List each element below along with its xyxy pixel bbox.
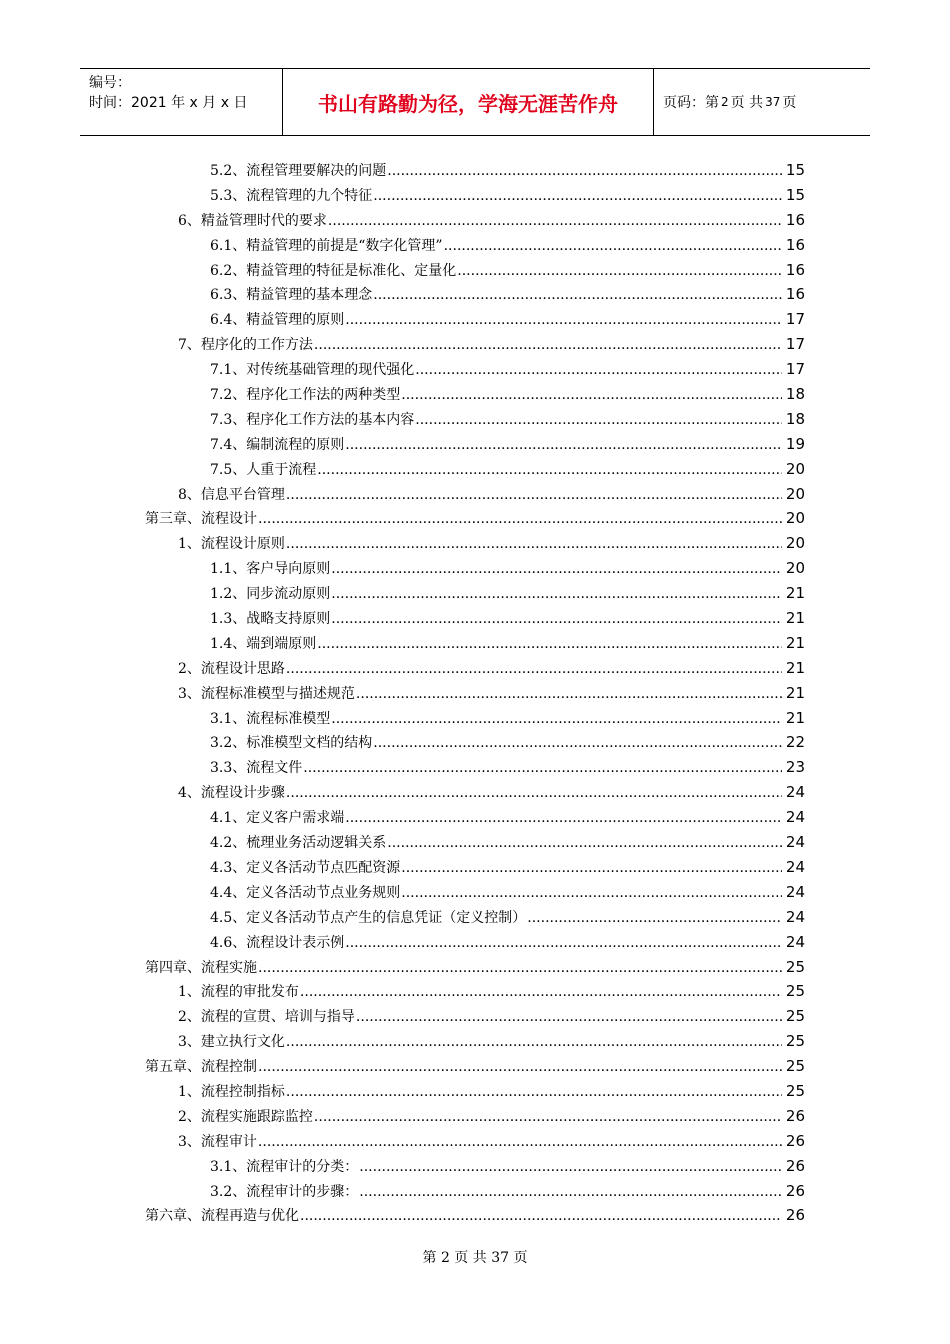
toc-entry[interactable] (145, 158, 805, 183)
toc-entry-label: 1、流程设计原则 (178, 536, 285, 553)
toc-dot-leader (286, 1030, 782, 1055)
toc-dot-leader (300, 980, 782, 1005)
toc-entry-page: 24 (785, 833, 805, 852)
toc-entry-page: 17 (785, 335, 805, 354)
toc-entry-page: 21 (785, 658, 805, 677)
toc-entry[interactable] (145, 681, 805, 706)
toc-entry[interactable] (145, 183, 805, 208)
toc-entry[interactable] (145, 656, 805, 681)
toc-entry-label: 第六章、流程再造与优化 (145, 1208, 299, 1225)
toc-entry-page: 15 (785, 185, 805, 204)
doc-number-label: 编号： (89, 75, 131, 91)
toc-entry-page: 16 (785, 285, 805, 304)
page-suffix: 页 (782, 95, 797, 111)
toc-dot-leader (415, 358, 782, 383)
toc-entry[interactable] (145, 531, 805, 556)
toc-entry[interactable] (145, 407, 805, 432)
toc-entry-label: 7、程序化的工作方法 (178, 337, 313, 354)
toc-entry-page: 21 (785, 633, 805, 652)
toc-entry[interactable] (145, 233, 805, 258)
toc-entry-page: 25 (785, 982, 805, 1001)
toc-entry-label: 1.1、客户导向原则 (210, 561, 331, 578)
toc-entry-label: 4.1、定义客户需求端 (210, 810, 345, 827)
toc-entry[interactable] (145, 1004, 805, 1029)
toc-entry-label: 3.2、流程审计的步骤： (210, 1183, 359, 1200)
toc-entry[interactable] (145, 208, 805, 233)
toc-dot-leader (415, 408, 782, 433)
toc-entry-label: 5.3、流程管理的九个特征 (210, 187, 373, 204)
toc-entry-page: 23 (785, 758, 805, 777)
toc-entry-label: 2、流程的宣贯、培训与指导 (178, 1009, 355, 1026)
toc-entry-label: 3.2、标准模型文档的结构 (210, 735, 373, 752)
toc-entry[interactable] (145, 432, 805, 457)
toc-entry-label: 4.5、定义各活动节点产生的信息凭证（定义控制） (210, 909, 527, 926)
toc-entry-label: 4.3、定义各活动节点匹配资源 (210, 859, 401, 876)
toc-entry-page: 26 (785, 1131, 805, 1150)
toc-entry[interactable] (145, 1079, 805, 1104)
toc-dot-leader (258, 1130, 782, 1155)
toc-entry-label: 3、流程标准模型与描述规范 (178, 685, 355, 702)
toc-entry-page: 25 (785, 1007, 805, 1026)
toc-dot-leader (387, 159, 782, 184)
toc-entry-label: 1.3、战略支持原则 (210, 611, 331, 628)
toc-dot-leader (258, 507, 782, 532)
toc-entry[interactable] (145, 955, 805, 980)
toc-entry-label: 1.4、端到端原则 (210, 635, 317, 652)
toc-entry-label: 1、流程控制指标 (178, 1083, 285, 1100)
toc-entry-label: 2、流程实施跟踪监控 (178, 1108, 313, 1125)
toc-dot-leader (303, 756, 782, 781)
toc-entry-page: 20 (785, 509, 805, 528)
toc-entry-page: 21 (785, 708, 805, 727)
toc-entry-page: 16 (785, 210, 805, 229)
page-current: 2 (721, 95, 729, 109)
toc-entry-page: 16 (785, 260, 805, 279)
toc-entry[interactable] (145, 1054, 805, 1079)
toc-dot-leader (331, 582, 782, 607)
toc-dot-leader (359, 1180, 782, 1205)
toc-entry[interactable] (145, 482, 805, 507)
toc-entry[interactable] (145, 880, 805, 905)
toc-dot-leader (359, 1155, 782, 1180)
toc-entry-page: 24 (785, 808, 805, 827)
toc-dot-leader (258, 1055, 782, 1080)
header-page-info (654, 69, 870, 135)
toc-entry[interactable] (145, 905, 805, 930)
toc-entry-label: 4.2、梳理业务活动逻辑关系 (210, 835, 387, 852)
toc-dot-leader (373, 184, 782, 209)
toc-entry-page: 17 (785, 310, 805, 329)
toc-entry-label: 6.1、精益管理的前提是“数字化管理” (210, 237, 443, 254)
toc-entry[interactable] (145, 556, 805, 581)
toc-entry[interactable] (145, 282, 805, 307)
toc-dot-leader (314, 1105, 782, 1130)
table-of-contents (145, 158, 805, 1228)
toc-entry-label: 3.1、流程标准模型 (210, 710, 331, 727)
toc-entry[interactable] (145, 258, 805, 283)
toc-entry[interactable] (145, 1129, 805, 1154)
toc-dot-leader (387, 831, 782, 856)
toc-entry-page: 26 (785, 1106, 805, 1125)
toc-entry[interactable] (145, 307, 805, 332)
toc-dot-leader (401, 881, 782, 906)
toc-entry-page: 18 (785, 409, 805, 428)
toc-dot-leader (401, 383, 782, 408)
toc-entry-label: 7.1、对传统基础管理的现代强化 (210, 362, 415, 379)
toc-entry-label: 4.4、定义各活动节点业务规则 (210, 884, 401, 901)
toc-dot-leader (317, 632, 782, 657)
toc-entry-label: 第四章、流程实施 (145, 959, 257, 976)
toc-entry[interactable] (145, 631, 805, 656)
toc-entry-label: 6.3、精益管理的基本理念 (210, 287, 373, 304)
toc-dot-leader (345, 433, 782, 458)
toc-dot-leader (331, 557, 782, 582)
toc-entry-label: 3.3、流程文件 (210, 760, 303, 777)
toc-entry-page: 26 (785, 1156, 805, 1175)
toc-entry[interactable] (145, 357, 805, 382)
toc-entry-page: 20 (785, 459, 805, 478)
toc-entry-label: 6、精益管理时代的要求 (178, 212, 327, 229)
toc-entry-label: 1.2、同步流动原则 (210, 586, 331, 603)
toc-dot-leader (373, 283, 782, 308)
toc-entry-label: 第五章、流程控制 (145, 1059, 257, 1076)
toc-entry-page: 22 (785, 733, 805, 752)
toc-dot-leader (314, 333, 782, 358)
toc-entry[interactable] (145, 830, 805, 855)
toc-entry-label: 7.2、程序化工作法的两种类型 (210, 387, 401, 404)
toc-dot-leader (345, 806, 782, 831)
toc-entry[interactable] (145, 1029, 805, 1054)
toc-entry-page: 20 (785, 484, 805, 503)
page-header (80, 68, 870, 136)
toc-entry[interactable] (145, 930, 805, 955)
toc-dot-leader (286, 781, 782, 806)
toc-dot-leader (345, 308, 782, 333)
toc-dot-leader (401, 856, 782, 881)
toc-entry[interactable] (145, 755, 805, 780)
toc-entry-page: 25 (785, 957, 805, 976)
toc-dot-leader (328, 209, 782, 234)
toc-dot-leader (286, 483, 782, 508)
toc-entry[interactable] (145, 382, 805, 407)
toc-dot-leader (331, 607, 782, 632)
toc-entry[interactable] (145, 1154, 805, 1179)
toc-entry-page: 24 (785, 932, 805, 951)
toc-entry-page: 24 (785, 783, 805, 802)
toc-entry-page: 24 (785, 907, 805, 926)
doc-time-label: 时间：2021 年 x 月 x 日 (89, 95, 248, 111)
toc-entry[interactable] (145, 1203, 805, 1228)
toc-entry[interactable] (145, 1179, 805, 1204)
toc-entry-page: 25 (785, 1081, 805, 1100)
page-footer: 第 2 页 共 37 页 (422, 1250, 528, 1266)
toc-entry-page: 21 (785, 683, 805, 702)
toc-entry-label: 6.2、精益管理的特征是标准化、定量化 (210, 262, 457, 279)
toc-entry-page: 21 (785, 609, 805, 628)
toc-entry-label: 3、流程审计 (178, 1133, 257, 1150)
toc-entry-label: 第三章、流程设计 (145, 511, 257, 528)
toc-dot-leader (444, 234, 782, 259)
toc-entry-label: 7.4、编制流程的原则 (210, 436, 345, 453)
toc-entry-page: 20 (785, 534, 805, 553)
toc-entry-page: 20 (785, 559, 805, 578)
toc-dot-leader (331, 707, 782, 732)
toc-dot-leader (457, 259, 782, 284)
toc-entry[interactable] (145, 606, 805, 631)
toc-entry-page: 15 (785, 161, 805, 179)
toc-entry-page: 25 (785, 1057, 805, 1076)
toc-entry-label: 3.1、流程审计的分类： (210, 1158, 359, 1175)
toc-dot-leader (373, 731, 782, 756)
toc-dot-leader (317, 458, 782, 483)
toc-dot-leader (300, 1204, 782, 1229)
toc-entry[interactable] (145, 1104, 805, 1129)
page-mid: 页 共 (730, 95, 764, 111)
page-total: 37 (765, 95, 781, 109)
toc-entry[interactable] (145, 332, 805, 357)
toc-entry-label: 8、信息平台管理 (178, 486, 285, 503)
header-motto: 书山有路勤为径，学海无涯苦作舟 (282, 69, 654, 135)
toc-dot-leader (527, 906, 782, 931)
toc-dot-leader (356, 1005, 782, 1030)
toc-entry[interactable] (145, 730, 805, 755)
toc-entry[interactable] (145, 855, 805, 880)
toc-dot-leader (286, 1080, 782, 1105)
toc-dot-leader (286, 532, 782, 557)
toc-entry-label: 6.4、精益管理的原则 (210, 312, 345, 329)
toc-dot-leader (356, 682, 782, 707)
toc-entry-page: 19 (785, 434, 805, 453)
toc-entry-page: 16 (785, 235, 805, 254)
toc-entry-label: 2、流程设计思路 (178, 660, 285, 677)
toc-entry-page: 18 (785, 385, 805, 404)
toc-entry-label: 4、流程设计步骤 (178, 785, 285, 802)
toc-entry-label: 4.6、流程设计表示例 (210, 934, 345, 951)
toc-dot-leader (345, 931, 782, 956)
toc-entry-page: 24 (785, 857, 805, 876)
toc-entry-page: 17 (785, 360, 805, 379)
toc-entry-page: 24 (785, 882, 805, 901)
header-meta (80, 69, 282, 135)
toc-dot-leader (286, 657, 782, 682)
toc-entry[interactable] (145, 506, 805, 531)
toc-entry[interactable] (145, 706, 805, 731)
page-prefix: 页码：第 (663, 95, 719, 111)
toc-entry[interactable] (145, 780, 805, 805)
toc-entry[interactable] (145, 457, 805, 482)
toc-entry[interactable] (145, 979, 805, 1004)
toc-entry[interactable] (145, 581, 805, 606)
toc-entry-page: 26 (785, 1181, 805, 1200)
toc-entry-label: 5.2、流程管理要解决的问题 (210, 163, 387, 179)
toc-dot-leader (258, 956, 782, 981)
toc-entry-page: 26 (785, 1206, 805, 1225)
toc-entry-label: 3、建立执行文化 (178, 1034, 285, 1051)
toc-entry-label: 7.5、人重于流程 (210, 461, 317, 478)
toc-entry-page: 21 (785, 584, 805, 603)
toc-entry-label: 7.3、程序化工作方法的基本内容 (210, 411, 415, 428)
toc-entry-label: 1、流程的审批发布 (178, 984, 299, 1001)
toc-entry[interactable] (145, 805, 805, 830)
toc-entry-page: 25 (785, 1032, 805, 1051)
